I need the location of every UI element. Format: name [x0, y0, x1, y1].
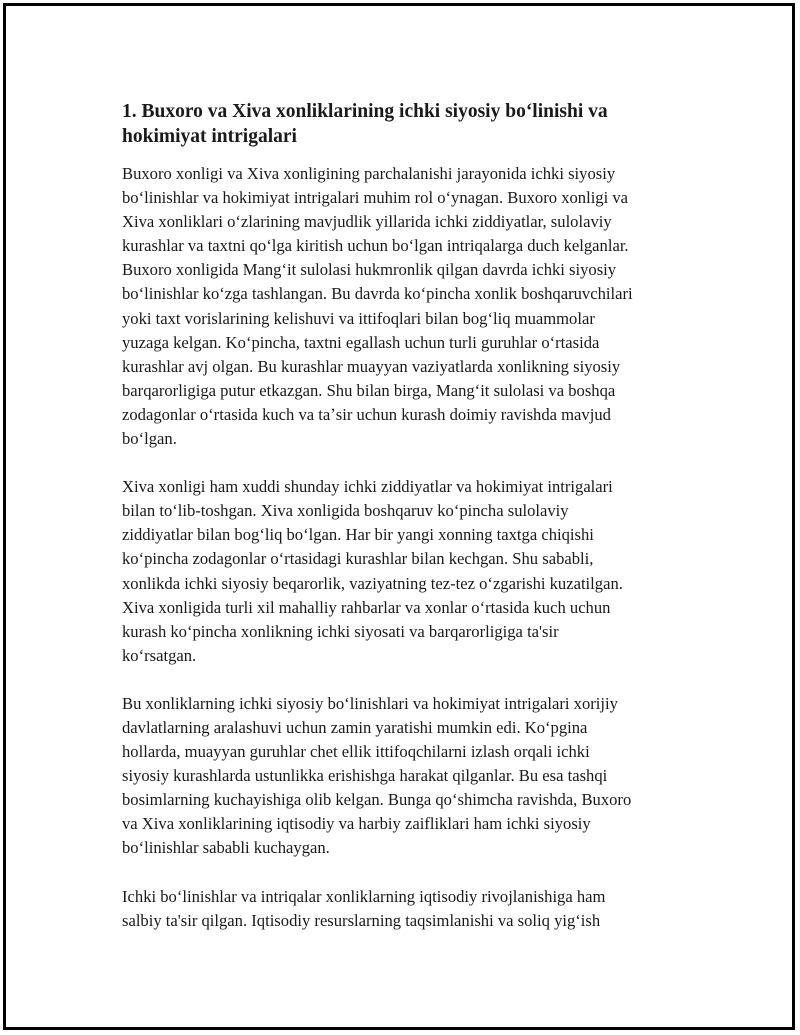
- heading-line: hokimiyat intrigalari: [122, 126, 297, 147]
- paragraph-3: [122, 692, 682, 861]
- text-line: kurashlar avj olgan. Bu kurashlar muayyan vaziyatlarda xonlikning siyosiy: [122, 356, 621, 376]
- text-line: bilan toʻlib-toshgan. Xiva xonligida boshqaruv koʻpincha sulolaviy: [122, 501, 569, 521]
- text-line: Xiva xonliklari oʻzlarining mavjudlik yillarida ichki ziddiyatlar, sulolaviy: [122, 212, 612, 232]
- text-line: boʻlinishlar va hokimiyat intrigalari muhim rol oʻynagan. Buxoro xonligi va: [122, 188, 629, 208]
- text-line: ziddiyatlar bilan bogʻliq boʻlgan. Har bir yangi xonning taxtga chiqishi: [122, 525, 594, 545]
- text-line: Xiva xonligida turli xil mahalliy rahbarlar va xonlar oʻrtasida kuch uchun: [122, 597, 611, 617]
- text-line: siyosiy kurashlarda ustunlikka erishishga harakat qilganlar. Bu esa tashqi: [122, 766, 608, 786]
- heading-line: 1. Buxoro va Xiva xonliklarining ichki siyosiy boʻlinishi va: [122, 101, 608, 122]
- text-line: yuzaga kelgan. Koʻpincha, taxtni egallash uchun turli guruhlar oʻrtasida: [122, 332, 600, 352]
- text-line: kurashlar va taxtni qoʻlga kiritish uchun boʻlgan intriqalarga duch kelganlar.: [122, 236, 629, 256]
- paragraph-1: [122, 162, 682, 451]
- text-line: Buxoro xonligida Mangʻit sulolasi hukmronlik qilgan davrda ichki siyosiy: [122, 260, 617, 280]
- paragraph-4: [122, 885, 682, 933]
- text-line: salbiy ta'sir qilgan. Iqtisodiy resurslarning taqsimlanishi va soliq yigʻish: [122, 910, 601, 930]
- text-line: boʻlinishlar koʻzga tashlangan. Bu davrda koʻpincha xonlik boshqaruvchilari: [122, 284, 633, 304]
- section-heading: [122, 99, 682, 149]
- text-line: koʻpincha zodagonlar oʻrtasidagi kurashlar bilan kechgan. Shu sababli,: [122, 549, 594, 569]
- text-line: zodagonlar oʻrtasida kuch va taʼsir uchun kurash doimiy ravishda mavjud: [122, 404, 611, 424]
- paragraph-2: [122, 475, 682, 668]
- text-line: boʻlinishlar sababli kuchaygan.: [122, 838, 330, 858]
- text-line: Bu xonliklarning ichki siyosiy boʻlinishlari va hokimiyat intrigalari xorijiy: [122, 693, 618, 713]
- text-line: hollarda, muayyan guruhlar chet ellik ittifoqchilarni izlash orqali ichki: [122, 742, 590, 762]
- text-line: davlatlarning aralashuvi uchun zamin yaratishi mumkin edi. Koʻpgina: [122, 717, 588, 737]
- text-line: barqarorligiga putur etkazgan. Shu bilan birga, Mangʻit sulolasi va boshqa: [122, 380, 616, 400]
- text-line: yoki taxt vorislarining kelishuvi va ittifoqlari bilan bogʻliq muammolar: [122, 308, 595, 328]
- text-line: kurash koʻpincha xonlikning ichki siyosati va barqarorligiga ta'sir: [122, 621, 559, 641]
- text-line: va Xiva xonliklarining iqtisodiy va harbiy zaifliklari ham ichki siyosiy: [122, 814, 591, 834]
- text-line: bosimlarning kuchayishiga olib kelgan. Bunga qoʻshimcha ravishda, Buxoro: [122, 790, 632, 810]
- text-line: boʻlgan.: [122, 429, 177, 449]
- page-frame: [3, 3, 795, 1030]
- text-line: xonlikda ichki siyosiy beqarorlik, vaziyatning tez-tez oʻzgarishi kuzatilgan.: [122, 573, 623, 593]
- text-line: Ichki boʻlinishlar va intriqalar xonliklarning iqtisodiy rivojlanishiga ham: [122, 886, 606, 906]
- text-line: Xiva xonligi ham xuddi shunday ichki ziddiyatlar va hokimiyat intrigalari: [122, 477, 613, 497]
- document-body: [122, 99, 682, 957]
- text-line: koʻrsatgan.: [122, 645, 197, 665]
- text-line: Buxoro xonligi va Xiva xonligining parchalanishi jarayonida ichki siyosiy: [122, 164, 616, 183]
